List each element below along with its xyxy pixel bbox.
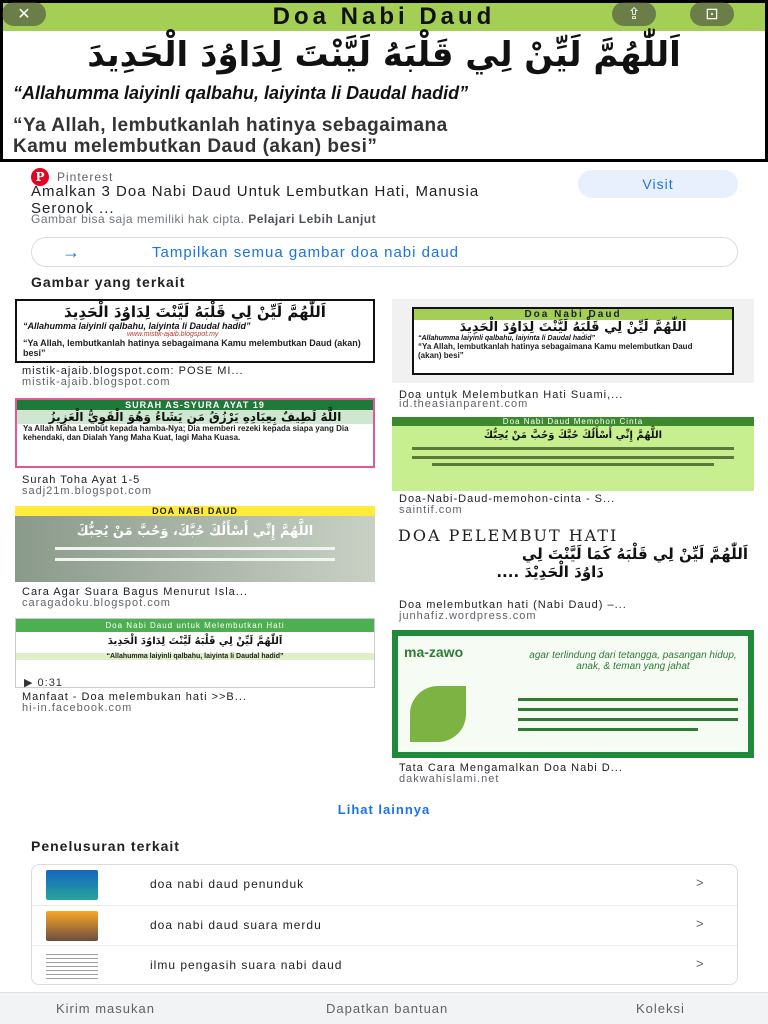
related-image-title[interactable]: Surah Toha Ayat 1-5 (22, 474, 141, 486)
related-image-title[interactable]: Doa untuk Melembutkan Hati Suami,... (399, 389, 624, 401)
thumb-arabic-text: اَللّٰهُمَّ لَيِّنْ لِي قَلْبَهُ لَيَّنْتَ لِدَاوُدَ الْحَدِيدَ (107, 636, 283, 647)
copyright-text: Gambar bisa saja memiliki hak cipta. (31, 212, 245, 226)
thumb-text-lines (518, 728, 698, 731)
share-icon: ⇪ (627, 6, 641, 23)
related-searches-list (31, 864, 738, 985)
related-image-card[interactable] (15, 398, 375, 468)
related-image-thumbnail (392, 522, 754, 596)
thumb-translation: Ya Allah Maha Lembut kepada hamba-Nya; Dia memberi rezeki kepada siapa yang Dia kehendaki, dan Dialah Yang Maha Kuat, lagi Maha Kuasa. (23, 424, 349, 442)
thumb-arabic-text: اللَّهُ لَطِيفٌ بِعِبَادِهِ يَرْزُقُ مَن يَشَاءُ وَهُوَ الْقَوِيُّ الْعَزِيزُ (17, 410, 373, 424)
copyright-notice (31, 212, 376, 226)
related-image-site: id.theasianparent.com (399, 398, 529, 410)
thumb-inner-frame (398, 636, 748, 752)
related-search-item[interactable] (32, 945, 738, 985)
related-image-thumbnail (392, 299, 754, 383)
thumb-header: DOA NABI DAUD (15, 506, 375, 516)
thumb-header: Doa Nabi Daud Memohon Cinta (392, 417, 754, 426)
related-image-title[interactable]: mistik-ajaib.blogspot.com: POSE MI... (22, 365, 244, 377)
collections-link[interactable]: Koleksi (636, 1001, 685, 1016)
related-search-label: doa nabi daud penunduk (150, 877, 305, 891)
hero-image[interactable] (0, 0, 768, 162)
chevron-right-icon: > (696, 875, 704, 890)
save-button[interactable] (690, 2, 734, 26)
close-button[interactable] (2, 2, 46, 26)
thumb-text-lines (412, 456, 734, 459)
related-image-card[interactable] (392, 630, 754, 758)
related-image-site: junhafiz.wordpress.com (399, 610, 537, 622)
visit-button[interactable]: Visit (578, 170, 738, 198)
related-image-site: sadj21m.blogspot.com (22, 485, 153, 497)
footer-bar (0, 992, 768, 1024)
related-search-thumbnail (46, 951, 98, 981)
pinterest-logo-icon: P (31, 168, 49, 186)
hero-translation-line-1: “Ya Allah, lembutkanlah hatinya sebagaimana (13, 115, 448, 136)
related-search-item[interactable] (32, 905, 738, 945)
chevron-right-icon: > (696, 916, 704, 931)
thumb-translation: “Ya Allah, lembutkanlah hatinya sebagaimana Kamu melembutkan Daud (akan) besi” (418, 342, 693, 360)
thumb-text-lines (518, 698, 738, 701)
thumb-latin-text: “Allahumma laiyinli qalbahu, laiyinta li Daudal hadid” (418, 335, 595, 342)
related-image-thumbnail (392, 417, 754, 491)
show-all-images-label: Tampilkan semua gambar doa nabi daud (152, 244, 460, 261)
thumb-latin-text: “Allahumma laiyinli qalbahu, laiyinta li Daudal hadid” (23, 321, 251, 331)
related-searches-heading: Penelusuran terkait (31, 838, 180, 854)
hero-translation-line-2: Kamu melembutkan Daud (akan) besi” (13, 136, 378, 157)
chevron-right-icon: > (696, 956, 704, 971)
related-search-label: ilmu pengasih suara nabi daud (150, 958, 343, 972)
source-site-name: Pinterest (57, 170, 114, 184)
related-image-title[interactable]: Cara Agar Suara Bagus Menurut Isla... (22, 586, 248, 598)
thumb-title: Doa Nabi Daud (414, 309, 732, 320)
related-image-card[interactable] (392, 299, 754, 383)
related-image-thumbnail (15, 299, 375, 363)
thumb-arabic-text: اَللّٰهُمَّ لَيِّنْ لِي قَلْبَهُ لَيَّنْتَ لِدَاوُدَ الْحَدِيدَ (64, 303, 326, 321)
hero-latin-text: “Allahumma laiyinli qalbahu, laiyinta li Daudal hadid” (13, 83, 469, 103)
related-image-site: hi-in.facebook.com (22, 702, 133, 714)
thumb-watermark: www.mistik-ajaib.blogspot.my (127, 331, 219, 338)
related-image-site: mistik-ajaib.blogspot.com (22, 376, 171, 388)
close-icon: ✕ (17, 6, 31, 23)
related-image-title[interactable]: Manfaat - Doa melembukan hati >>B... (22, 691, 247, 703)
thumb-translation: “Ya Allah, lembutkanlah hatinya sebagaimana Kamu melembutkan Daud (akan) besi” (23, 338, 361, 358)
thumb-headline: agar terlindung dari tetangga, pasangan hidup, anak, & teman yang jahat (529, 650, 737, 672)
learn-more-link[interactable]: Pelajari Lebih Lanjut (248, 212, 377, 226)
related-image-title[interactable]: Doa-Nabi-Daud-memohon-cinta - S... (399, 493, 616, 505)
related-image-thumbnail (15, 506, 375, 582)
related-image-card[interactable] (392, 417, 754, 491)
hero-translation (13, 115, 448, 157)
related-search-thumbnail (46, 911, 98, 941)
related-image-title[interactable]: Doa melembutkan hati (Nabi Daud) –... (399, 599, 627, 611)
leaf-illustration-icon (410, 686, 466, 742)
related-images-heading: Gambar yang terkait (31, 274, 186, 290)
thumb-header: Doa Nabi Daud untuk Melembutkan Hati (16, 619, 374, 632)
thumb-text-lines (518, 718, 738, 721)
thumb-text-lines (55, 547, 335, 550)
see-more-link[interactable]: Lihat lainnya (337, 802, 431, 817)
thumb-inner-frame (412, 307, 734, 375)
result-title-link[interactable]: Amalkan 3 Doa Nabi Daud Untuk Lembutkan Hati, Manusia Seronok ... (31, 183, 480, 217)
related-image-site: saintif.com (399, 504, 463, 516)
thumb-latin-text: “Allahumma laiyinli qalbahu, laiyinta li Daudal hadid” (16, 653, 374, 660)
thumb-arabic-text: اَللّٰهُمَّ لَيِّنْ لِي قَلْبَهُ لَيَّنْتَ لِدَاوُدَ الْحَدِيدَ (459, 320, 687, 335)
bookmark-icon: ⊡ (705, 6, 719, 23)
related-image-site: caragadoku.blogspot.com (22, 597, 171, 609)
hero-title: Doa Nabi Daud (272, 3, 496, 30)
hero-arabic-text: اَللّٰهُمَّ لَيِّنْ لِي قَلْبَهُ لَيَّنْتَ لِدَاوُدَ الْحَدِيدَ (87, 35, 681, 75)
hero-image-canvas (3, 3, 765, 159)
thumb-text-lines (412, 447, 734, 450)
thumb-text-lines (432, 463, 714, 466)
thumb-brand-logo: ma-zawo (404, 644, 464, 660)
related-image-card[interactable] (15, 618, 375, 688)
thumb-header: SURAH AS-SYURA AYAT 19 (17, 400, 373, 410)
share-button[interactable] (612, 2, 656, 26)
related-image-site: dakwahislami.net (399, 773, 500, 785)
send-feedback-link[interactable]: Kirim masukan (56, 1001, 155, 1016)
related-image-card[interactable] (392, 522, 754, 596)
arrow-right-icon: → (62, 242, 80, 262)
thumb-arabic-text: اَللّٰهُمَّ لَيِّنْ لِي قَلْبَهُ كَمَا لَيَّنْتَ لِي (521, 545, 748, 563)
related-search-item[interactable] (32, 865, 738, 905)
get-help-link[interactable]: Dapatkan bantuan (326, 1001, 449, 1016)
related-image-thumbnail (392, 630, 754, 758)
related-search-label: doa nabi daud suara merdu (150, 918, 322, 932)
thumb-text-lines (55, 558, 335, 561)
video-duration-badge: ▶ 0:31 (24, 677, 63, 689)
related-image-title[interactable]: Tata Cara Mengamalkan Doa Nabi D... (399, 762, 623, 774)
related-image-thumbnail (15, 398, 375, 468)
related-search-thumbnail (46, 870, 98, 900)
thumb-text-lines (518, 708, 738, 711)
thumb-title: DOA PELEMBUT HATI (398, 526, 619, 545)
thumb-arabic-text: اللَّهُمَّ إِنِّي أَسْأَلُكَ حُبَّكَ، وَحُبَّ مَنْ يُحِبُّكَ (76, 524, 314, 539)
thumb-arabic-text: اللَّهُمَّ إِنِّي أَسْأَلُكَ حُبَّكَ وَحُبَّ مَنْ يُحِبُّكَ (483, 430, 663, 441)
related-image-card[interactable] (15, 506, 375, 582)
thumb-arabic-text: دَاوُدَ الْحَدِيْدَ .... (496, 563, 604, 581)
related-image-thumbnail (15, 618, 375, 688)
show-all-images-button[interactable] (31, 237, 738, 267)
related-image-card[interactable] (15, 299, 375, 363)
